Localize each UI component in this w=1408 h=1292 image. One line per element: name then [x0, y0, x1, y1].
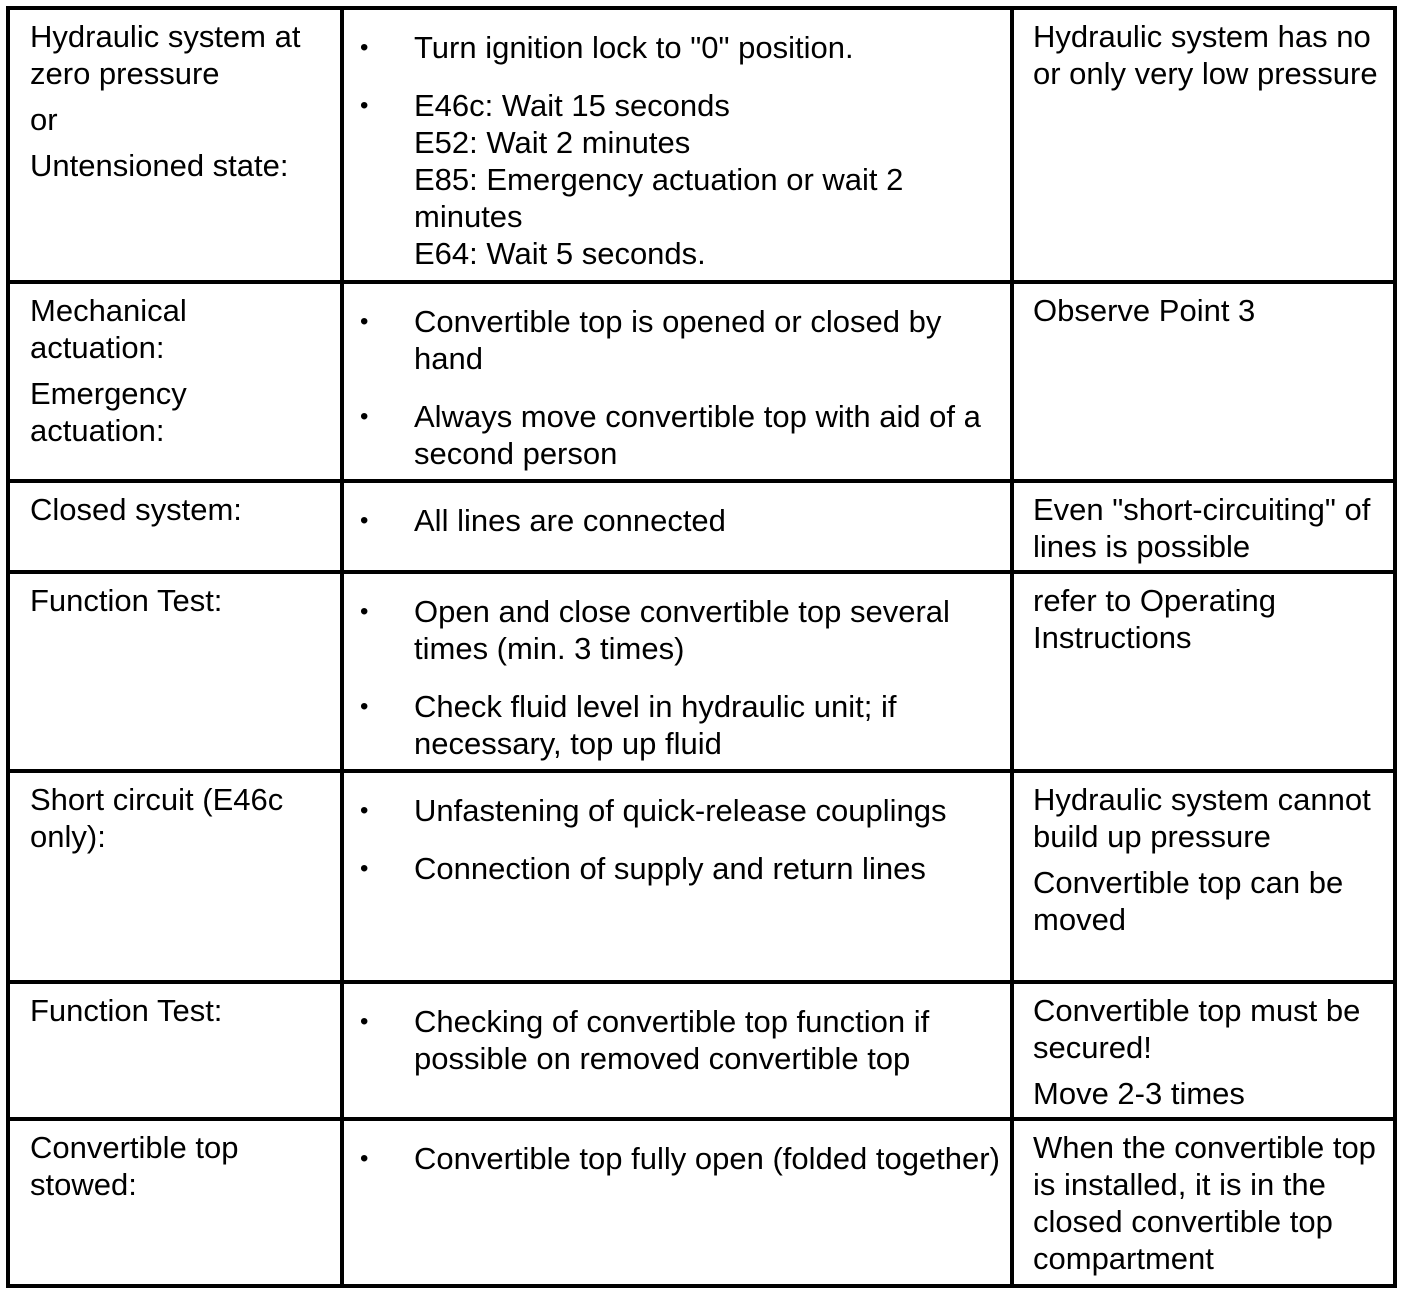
- bullet-icon: •: [360, 403, 369, 430]
- bullet-icon: •: [360, 92, 369, 119]
- action-text: Open and close convertible top several times (min. 3 times): [414, 594, 950, 666]
- action-text: Convertible top is opened or closed by hand: [414, 304, 942, 376]
- condition-cell: [8, 282, 342, 481]
- action-list: [344, 574, 1010, 762]
- note-cell: [1012, 982, 1395, 1119]
- note-text: Convertible top must be secured!: [1033, 993, 1361, 1065]
- procedure-table: [6, 6, 1397, 1288]
- condition-text: Hydraulic system at zero pressure: [30, 19, 301, 91]
- note-cell: [1012, 8, 1395, 282]
- bullet-icon: •: [360, 1008, 369, 1035]
- list-item: [344, 29, 1000, 66]
- condition-cell: [8, 1119, 342, 1286]
- list-item: [344, 1140, 1000, 1177]
- condition-text: Untensioned state:: [30, 148, 289, 183]
- table-row: [8, 1119, 1395, 1286]
- bullet-icon: •: [360, 797, 369, 824]
- action-cell: [342, 982, 1012, 1119]
- action-cell: [342, 771, 1012, 982]
- condition-text: Closed system:: [30, 492, 242, 527]
- table-row: [8, 771, 1395, 982]
- note-text: Observe Point 3: [1033, 293, 1256, 328]
- list-item: [344, 502, 1000, 539]
- note-cell: [1012, 1119, 1395, 1286]
- action-list: [344, 984, 1010, 1077]
- action-cell: [342, 481, 1012, 572]
- note-text: Convertible top can be moved: [1033, 865, 1344, 937]
- action-text: Checking of convertible top function if possible on removed convertible top: [414, 1004, 930, 1076]
- bullet-icon: •: [360, 308, 369, 335]
- list-item: [344, 593, 1000, 667]
- action-cell: [342, 282, 1012, 481]
- list-item: [344, 303, 1000, 377]
- table-row: [8, 481, 1395, 572]
- note-text: refer to Operating Instructions: [1033, 583, 1276, 655]
- condition-text: Convertible top stowed:: [30, 1130, 239, 1202]
- list-item: [344, 688, 1000, 762]
- condition-text: Function Test:: [30, 993, 223, 1028]
- condition-text: Mechanical actuation:: [30, 293, 187, 365]
- action-text: Turn ignition lock to "0" position.: [414, 30, 854, 65]
- action-cell: [342, 1119, 1012, 1286]
- note-cell: [1012, 771, 1395, 982]
- condition-text: Short circuit (E46c only):: [30, 782, 284, 854]
- action-list: [344, 773, 1010, 887]
- condition-cell: [8, 8, 342, 282]
- bullet-icon: •: [360, 507, 369, 534]
- action-cell: [342, 8, 1012, 282]
- bullet-icon: •: [360, 693, 369, 720]
- note-text: Even "short-circuiting" of lines is possible: [1033, 492, 1371, 564]
- action-list: [344, 284, 1010, 472]
- list-item: [344, 850, 1000, 887]
- condition-cell: [8, 982, 342, 1119]
- condition-cell: [8, 481, 342, 572]
- bullet-icon: •: [360, 598, 369, 625]
- condition-cell: [8, 771, 342, 982]
- action-text: Unfastening of quick-release couplings: [414, 793, 947, 828]
- note-text: When the convertible top is installed, it is in the closed convertible top compartment: [1033, 1130, 1376, 1276]
- condition-text: Function Test:: [30, 583, 223, 618]
- action-text: Always move convertible top with aid of a second person: [414, 399, 981, 471]
- note-text: Hydraulic system cannot build up pressure: [1033, 782, 1371, 854]
- condition-text: or: [30, 102, 58, 137]
- bullet-icon: •: [360, 855, 369, 882]
- action-text: Check fluid level in hydraulic unit; if necessary, top up fluid: [414, 689, 897, 761]
- action-list: [344, 10, 1010, 272]
- note-text: Hydraulic system has no or only very low pressure: [1033, 19, 1378, 91]
- action-text: Convertible top fully open (folded together): [414, 1141, 1000, 1176]
- bullet-icon: •: [360, 34, 369, 61]
- note-cell: [1012, 481, 1395, 572]
- table-row: [8, 982, 1395, 1119]
- table-row: [8, 282, 1395, 481]
- action-text: E46c: Wait 15 seconds E52: Wait 2 minutes E85: Emergency actuation or wait 2 minutes E64: Wait 5 seconds.: [414, 88, 904, 271]
- action-list: [344, 483, 1010, 539]
- table-row: [8, 8, 1395, 282]
- action-text: All lines are connected: [414, 503, 726, 538]
- action-list: [344, 1121, 1010, 1177]
- note-cell: [1012, 282, 1395, 481]
- note-text: Move 2-3 times: [1033, 1076, 1245, 1111]
- condition-cell: [8, 572, 342, 771]
- action-cell: [342, 572, 1012, 771]
- list-item: [344, 87, 1000, 272]
- list-item: [344, 1003, 1000, 1077]
- note-cell: [1012, 572, 1395, 771]
- condition-text: Emergency actuation:: [30, 376, 187, 448]
- list-item: [344, 792, 1000, 829]
- action-text: Connection of supply and return lines: [414, 851, 926, 886]
- bullet-icon: •: [360, 1145, 369, 1172]
- list-item: [344, 398, 1000, 472]
- table-row: [8, 572, 1395, 771]
